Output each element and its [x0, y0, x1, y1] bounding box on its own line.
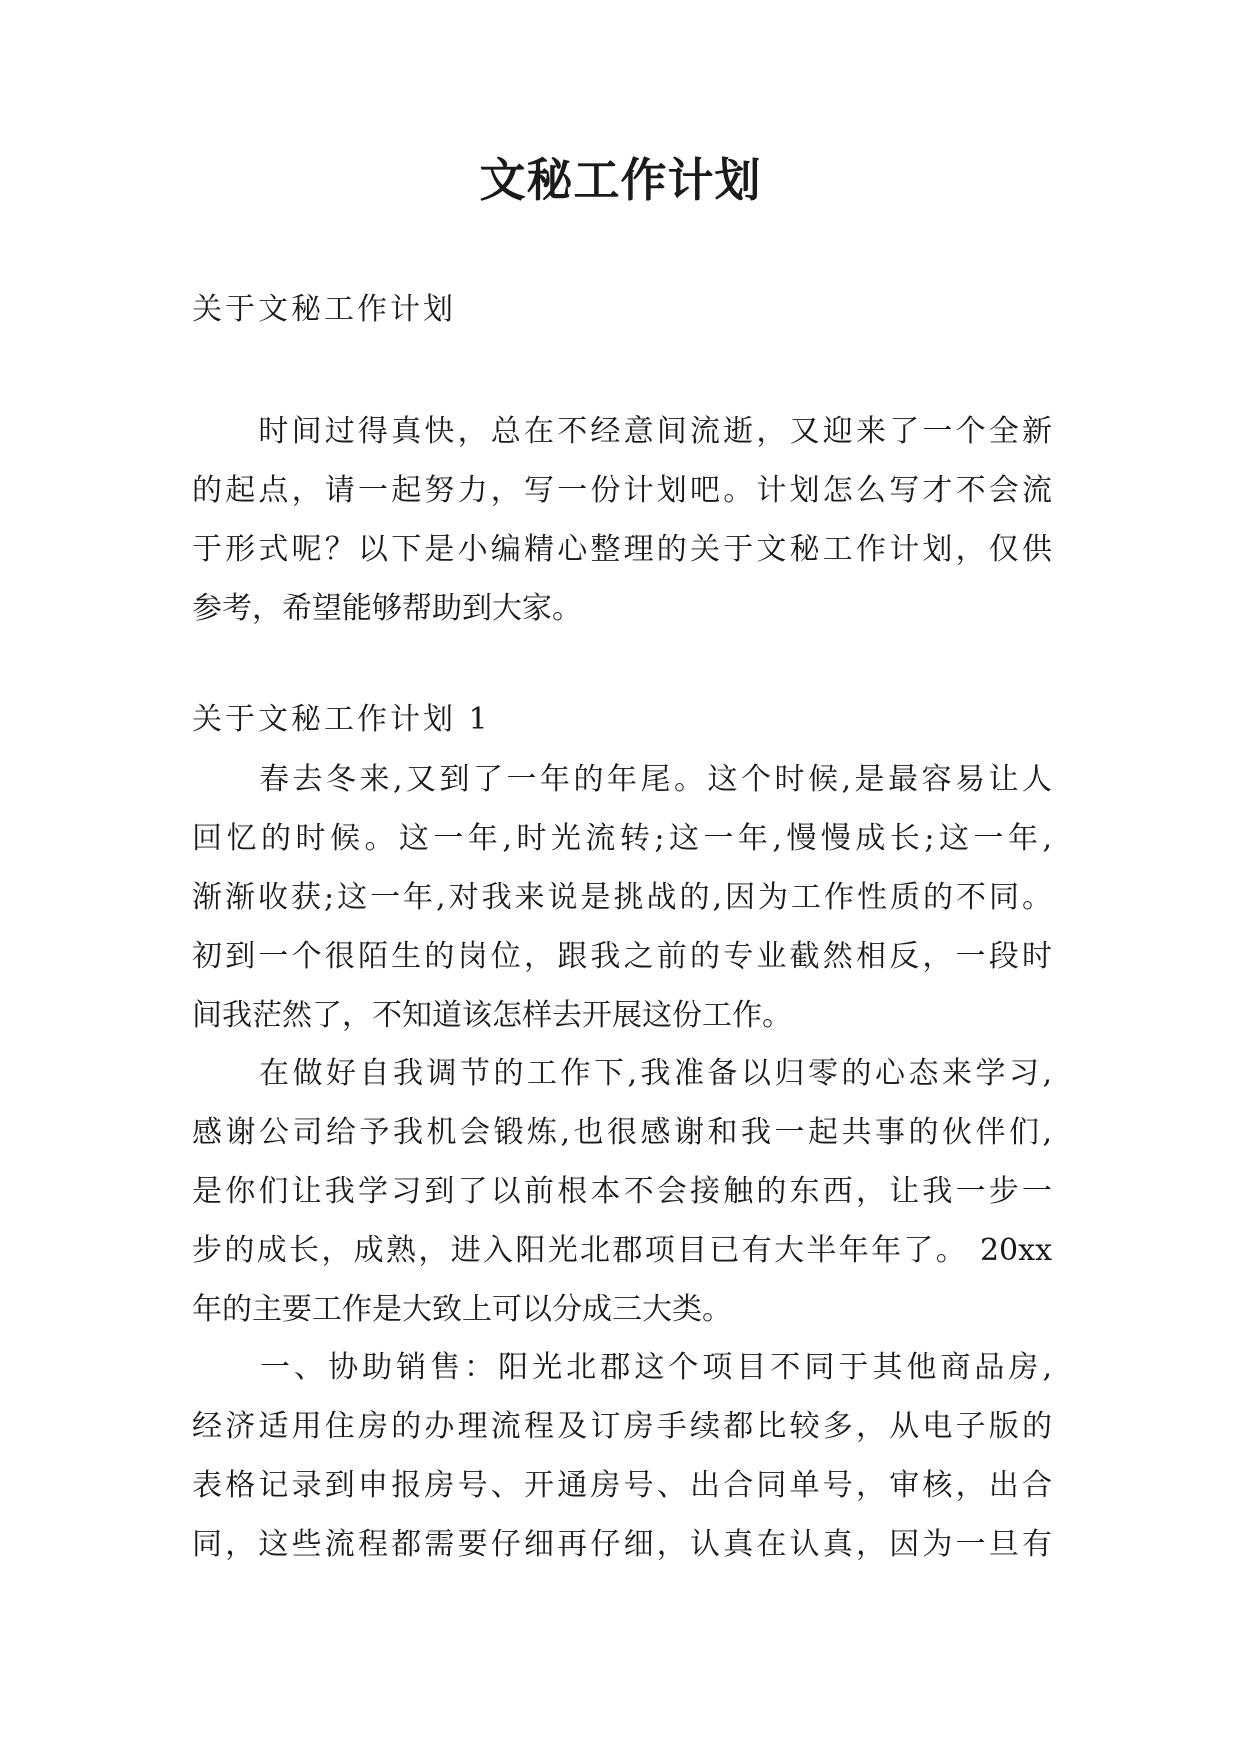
- section-heading: 关于文秘工作计划 1: [192, 702, 491, 737]
- document-subtitle: 关于文秘工作计划: [192, 292, 456, 327]
- text-line: 步的成长，成熟，进入阳光北郡项目已有大半年年了。 20xx: [192, 1233, 1052, 1268]
- text-line: 经济适用住房的办理流程及订房手续都比较多，从电子版的: [192, 1409, 1052, 1444]
- text-line: 表格记录到申报房号、开通房号、出合同单号，审核，出合: [192, 1468, 1052, 1503]
- text-line: 春去冬来,又到了一年的年尾。这个时候,是最容易让人: [192, 762, 1052, 797]
- text-line: 在做好自我调节的工作下,我准备以归零的心态来学习,: [192, 1056, 1052, 1091]
- text-line: 年的主要工作是大致上可以分成三大类。: [192, 1292, 732, 1327]
- paragraph: [192, 1044, 1052, 1339]
- intro-paragraph: [192, 402, 1052, 638]
- paragraph: [192, 750, 1052, 1045]
- text-line: 渐渐收获;这一年,对我来说是挑战的,因为工作性质的不同。: [192, 880, 1052, 915]
- document-title: 文秘工作计划: [479, 153, 762, 207]
- text-line: 的起点，请一起努力，写一份计划吧。计划怎么写才不会流: [192, 473, 1052, 508]
- text-line: 于形式呢？以下是小编精心整理的关于文秘工作计划，仅供: [192, 532, 1052, 567]
- text-line: 间我茫然了，不知道该怎样去开展这份工作。: [192, 998, 792, 1033]
- text-line: 是你们让我学习到了以前根本不会接触的东西，让我一步一: [192, 1174, 1052, 1209]
- text-line: 时间过得真快，总在不经意间流逝，又迎来了一个全新: [192, 414, 1052, 449]
- text-line: 回忆的时候。这一年,时光流转;这一年,慢慢成长;这一年,: [192, 821, 1052, 856]
- text-line: 参考，希望能够帮助到大家。: [192, 591, 582, 626]
- text-line: 初到一个很陌生的岗位，跟我之前的专业截然相反，一段时: [192, 939, 1052, 974]
- text-line: 同，这些流程都需要仔细再仔细，认真在认真，因为一旦有: [192, 1527, 1052, 1562]
- paragraph: [192, 1338, 1052, 1574]
- text-line: 一、协助销售：阳光北郡这个项目不同于其他商品房,: [192, 1350, 1052, 1385]
- text-line: 感谢公司给予我机会锻炼,也很感谢和我一起共事的伙伴们,: [192, 1115, 1052, 1150]
